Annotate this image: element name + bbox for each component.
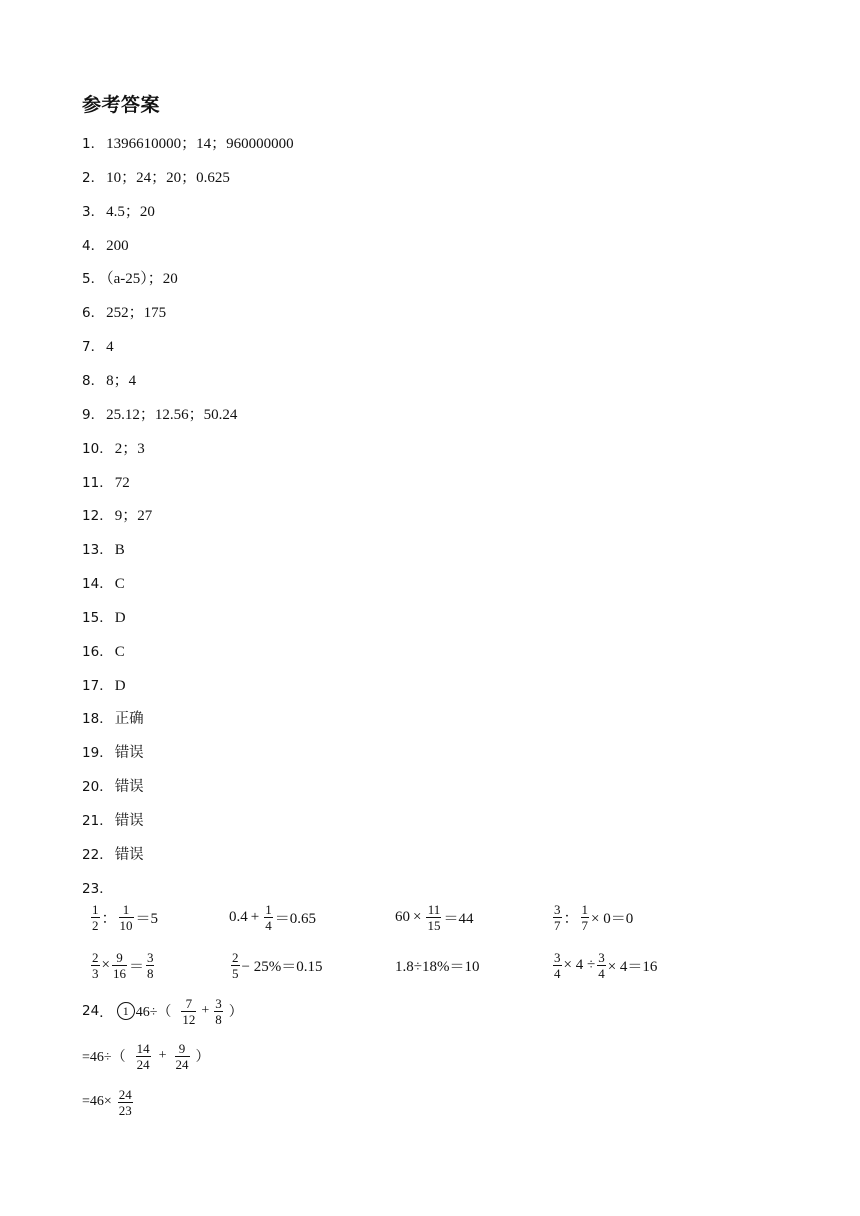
q23-expr-6: $\frac{2}{5}$ − 25%＝0.15	[232, 949, 323, 981]
fraction: $\frac{1}{7}$	[581, 901, 589, 933]
answer-text: 8；4	[106, 372, 137, 389]
answer-line	[82, 337, 114, 357]
answer-text: 错误	[114, 813, 144, 829]
answer-text: B	[114, 542, 125, 559]
answer-line	[82, 709, 144, 729]
q23-expr-1: $\frac{1}{2}$ ： $\frac{1}{10}$ ＝5	[92, 901, 159, 933]
q24-line-1: 24 ． 1 46÷（ $\frac{7}{12}$ + $\frac{3}{8}$ ）	[82, 995, 243, 1027]
fraction: $\frac{2}{5}$	[232, 949, 239, 981]
answer-line	[82, 473, 130, 493]
answer-line	[82, 303, 166, 323]
answer-text: 4	[106, 339, 114, 356]
answer-number: 12 ．	[82, 508, 113, 524]
answer-text: 9；27	[114, 508, 153, 525]
answer-number: 17 ．	[82, 678, 113, 694]
answer-text: 2；3	[114, 440, 145, 457]
answer-line	[82, 269, 178, 289]
answer-number: 20 ．	[82, 779, 113, 795]
circled-number-icon: 1	[117, 1002, 135, 1020]
fraction: $\frac{7}{12}$	[182, 995, 196, 1027]
answer-text: 4.5；20	[106, 203, 155, 220]
q23-expr-8: $\frac{3}{4}$ × 4 ÷ $\frac{3}{4}$ × 4＝16	[554, 949, 658, 981]
fraction: $\frac{1}{10}$	[119, 901, 133, 933]
answer-number: 6 ．	[82, 305, 104, 321]
answer-number: 21 ．	[82, 813, 113, 829]
answer-number: 3 ．	[82, 204, 104, 220]
answer-text: （a-25）；20	[106, 271, 178, 288]
fraction: $\frac{3}{4}$	[554, 949, 561, 981]
answer-line	[82, 134, 294, 154]
answer-text: 错误	[114, 846, 144, 863]
fraction: $\frac{2}{3}$	[92, 949, 99, 981]
answer-line	[82, 676, 126, 696]
answer-text: 252；175	[106, 305, 167, 322]
answer-number: 13 ．	[82, 542, 113, 558]
answer-line	[82, 405, 237, 425]
answer-number: 11 ．	[82, 475, 113, 491]
q23-expr-7: 1.8÷18%＝10	[395, 958, 480, 975]
answer-number: 9 ．	[82, 407, 104, 423]
answer-text: 72	[114, 474, 130, 491]
answer-line	[82, 540, 125, 560]
answer-text: D	[114, 677, 126, 694]
answer-number: 22 ．	[82, 847, 113, 863]
answer-text: C	[114, 576, 125, 593]
answer-line	[82, 371, 136, 391]
answer-text: 正确	[114, 711, 144, 728]
answer-text: 200	[106, 237, 129, 254]
fraction: $\frac{9}{24}$	[175, 1040, 189, 1072]
fraction: $\frac{3}{8}$	[146, 949, 154, 981]
answer-line	[82, 168, 230, 188]
answer-number: 2 ．	[82, 170, 104, 186]
answer-number: 19 ．	[82, 745, 113, 761]
q23-expr-2: 0.4 + $\frac{1}{4}$ ＝0.65	[229, 901, 316, 933]
answer-line	[82, 608, 126, 628]
fraction: $\frac{9}{16}$	[112, 949, 126, 981]
answer-number: 10 ．	[82, 441, 113, 457]
fraction: $\frac{3}{8}$	[215, 995, 222, 1027]
answer-line	[82, 236, 129, 256]
answer-number: 4 ．	[82, 238, 104, 254]
answer-number: 15 ．	[82, 610, 113, 626]
answer-number: 7 ．	[82, 339, 104, 355]
answer-line	[82, 743, 144, 763]
answer-line	[82, 845, 144, 865]
answer-text: 错误	[114, 779, 144, 796]
answer-number: 8 ．	[82, 373, 104, 389]
q23-expr-3: 60 × $\frac{11}{15}$ ＝44	[395, 901, 474, 933]
answer-text: 25.12；12.56；50.24	[106, 406, 238, 423]
answer-line	[82, 777, 144, 797]
fraction: $\frac{1}{2}$	[92, 901, 99, 933]
answer-number: 23 ．	[82, 881, 113, 897]
fraction: $\frac{3}{7}$	[554, 901, 561, 933]
q24-line-3: =46× $\frac{24}{23}$	[82, 1086, 132, 1118]
fraction: $\frac{1}{4}$	[265, 901, 272, 933]
answer-text: 错误	[114, 745, 144, 762]
answer-number: 5 ．	[82, 271, 104, 287]
answer-line	[82, 574, 125, 594]
answer-number: 16 ．	[82, 644, 113, 660]
answer-line	[82, 202, 155, 222]
answer-number: 18 ．	[82, 711, 113, 727]
answer-number: 1 ．	[82, 136, 104, 152]
answer-text: 1396610000；14；960000000	[106, 136, 294, 152]
q24-line-2: =46÷（ $\frac{14}{24}$ + $\frac{9}{24}$ ）	[82, 1040, 210, 1072]
answer-line	[82, 506, 152, 526]
answer-number: 14 ．	[82, 576, 113, 592]
fraction: $\frac{14}{24}$	[136, 1040, 150, 1072]
answer-line	[82, 811, 144, 831]
answer-line	[82, 642, 125, 662]
answer-text: 10；24；20；0.625	[106, 169, 230, 186]
page-title: 参考答案	[82, 94, 161, 116]
answer-text: C	[114, 643, 125, 660]
fraction: $\frac{3}{4}$	[598, 949, 605, 981]
fraction: $\frac{24}{23}$	[118, 1086, 132, 1118]
q23-expr-4: $\frac{3}{7}$ ： $\frac{1}{7}$ × 0＝0	[554, 901, 634, 933]
q23-expr-5: $\frac{2}{3}$ × $\frac{9}{16}$ ＝ $\frac{3}{8}$	[92, 949, 154, 981]
answer-text: D	[114, 609, 126, 626]
fraction: $\frac{11}{15}$	[427, 901, 441, 933]
answer-line	[82, 439, 145, 459]
